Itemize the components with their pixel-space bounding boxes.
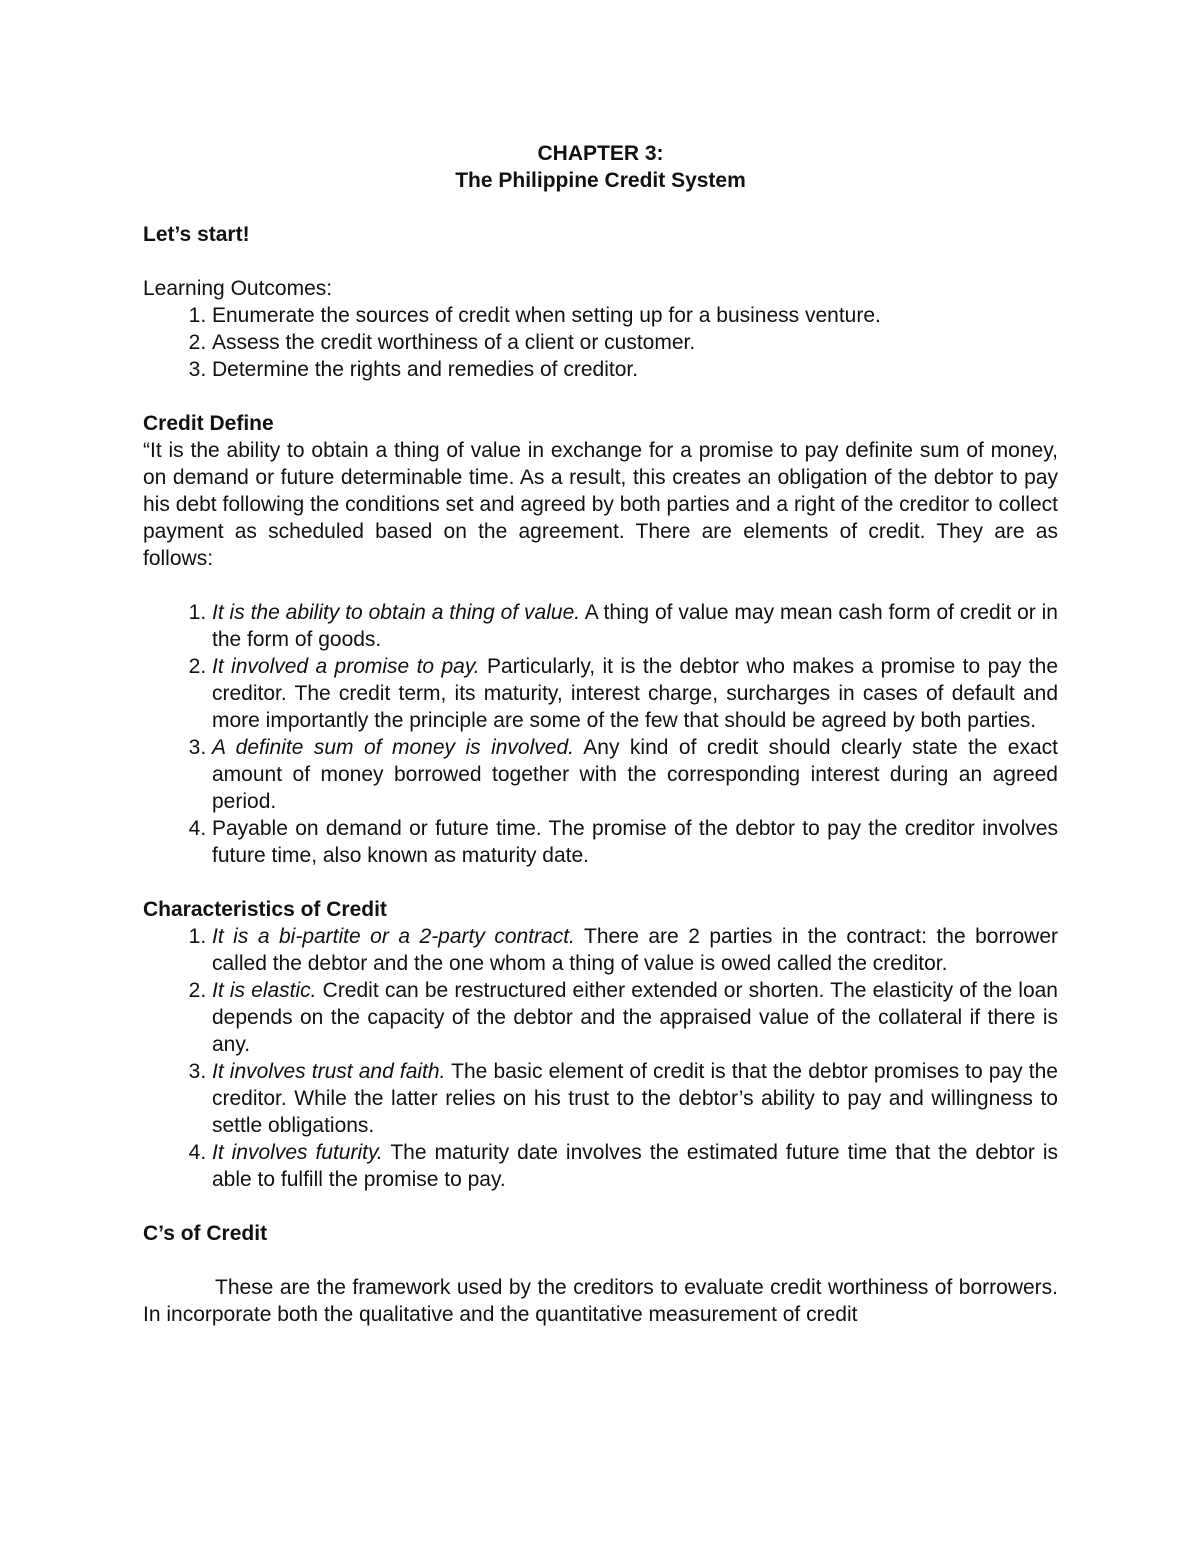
chapter-number: CHAPTER 3: — [537, 142, 664, 165]
learning-outcomes-label: Learning Outcomes: — [143, 277, 333, 300]
list-item: 1. Enumerate the sources of credit when setting up for a business venture. — [212, 302, 1058, 329]
credit-elements-list — [143, 599, 1058, 869]
characteristics-list — [143, 923, 1058, 1193]
list-item: 1. It is the ability to obtain a thing of value. A thing of value may mean cash form of credit or in the form of goods. — [212, 599, 1058, 653]
list-item: 3. A definite sum of money is involved. Any kind of credit should clearly state the exact amount of money borrowed together with the corresponding interest during an agreed period. — [212, 734, 1058, 815]
list-item: 1. It is a bi-partite or a 2-party contract. There are 2 parties in the contract: the borrower called the debtor and the one whom a thing of value is owed called the creditor. — [212, 923, 1058, 977]
list-item: 2. It involved a promise to pay. Particularly, it is the debtor who makes a promise to pay the creditor. The credit term, its maturity, interest charge, surcharges in cases of default and more importantly the principle are some of the few that should be agreed by both parties. — [212, 653, 1058, 734]
cs-of-credit-heading: C’s of Credit — [143, 1222, 268, 1245]
list-item: 3. It involves trust and faith. The basic element of credit is that the debtor promises to pay the creditor. While the latter relies on his trust to the debtor’s ability to pay and willingness to settle obligations. — [212, 1058, 1058, 1139]
learning-outcomes-list — [143, 302, 1058, 383]
list-item: 4. It involves futurity. The maturity date involves the estimated future time that the debtor is able to fulfill the promise to pay. — [212, 1139, 1058, 1193]
characteristics-heading: Characteristics of Credit — [143, 898, 387, 921]
list-item: 2. Assess the credit worthiness of a client or customer. — [212, 329, 1058, 356]
list-item: 4. Payable on demand or future time. The promise of the debtor to pay the creditor involves future time, also known as maturity date. — [212, 815, 1058, 869]
document-page — [143, 140, 1058, 1328]
credit-define-paragraph: “It is the ability to obtain a thing of value in exchange for a promise to pay definite sum of money, on demand or future determinable time. As a result, this creates an obligation of the debtor to pay his debt following the conditions set and agreed by both parties and a right of the creditor to collect payment as scheduled based on the agreement. There are elements of credit. They are as follows: — [143, 439, 1058, 570]
lets-start-heading: Let’s start! — [143, 223, 250, 246]
list-item: 3. Determine the rights and remedies of creditor. — [212, 356, 1058, 383]
list-item: 2. It is elastic. Credit can be restructured either extended or shorten. The elasticity of the loan depends on the capacity of the debtor and the appraised value of the collateral if there is any. — [212, 977, 1058, 1058]
chapter-title: The Philippine Credit System — [455, 169, 746, 192]
credit-define-heading: Credit Define — [143, 412, 274, 435]
cs-of-credit-paragraph: These are the framework used by the creditors to evaluate credit worthiness of borrowers. In incorporate both the qualitative and the quantitative measurement of credit — [143, 1276, 1058, 1326]
